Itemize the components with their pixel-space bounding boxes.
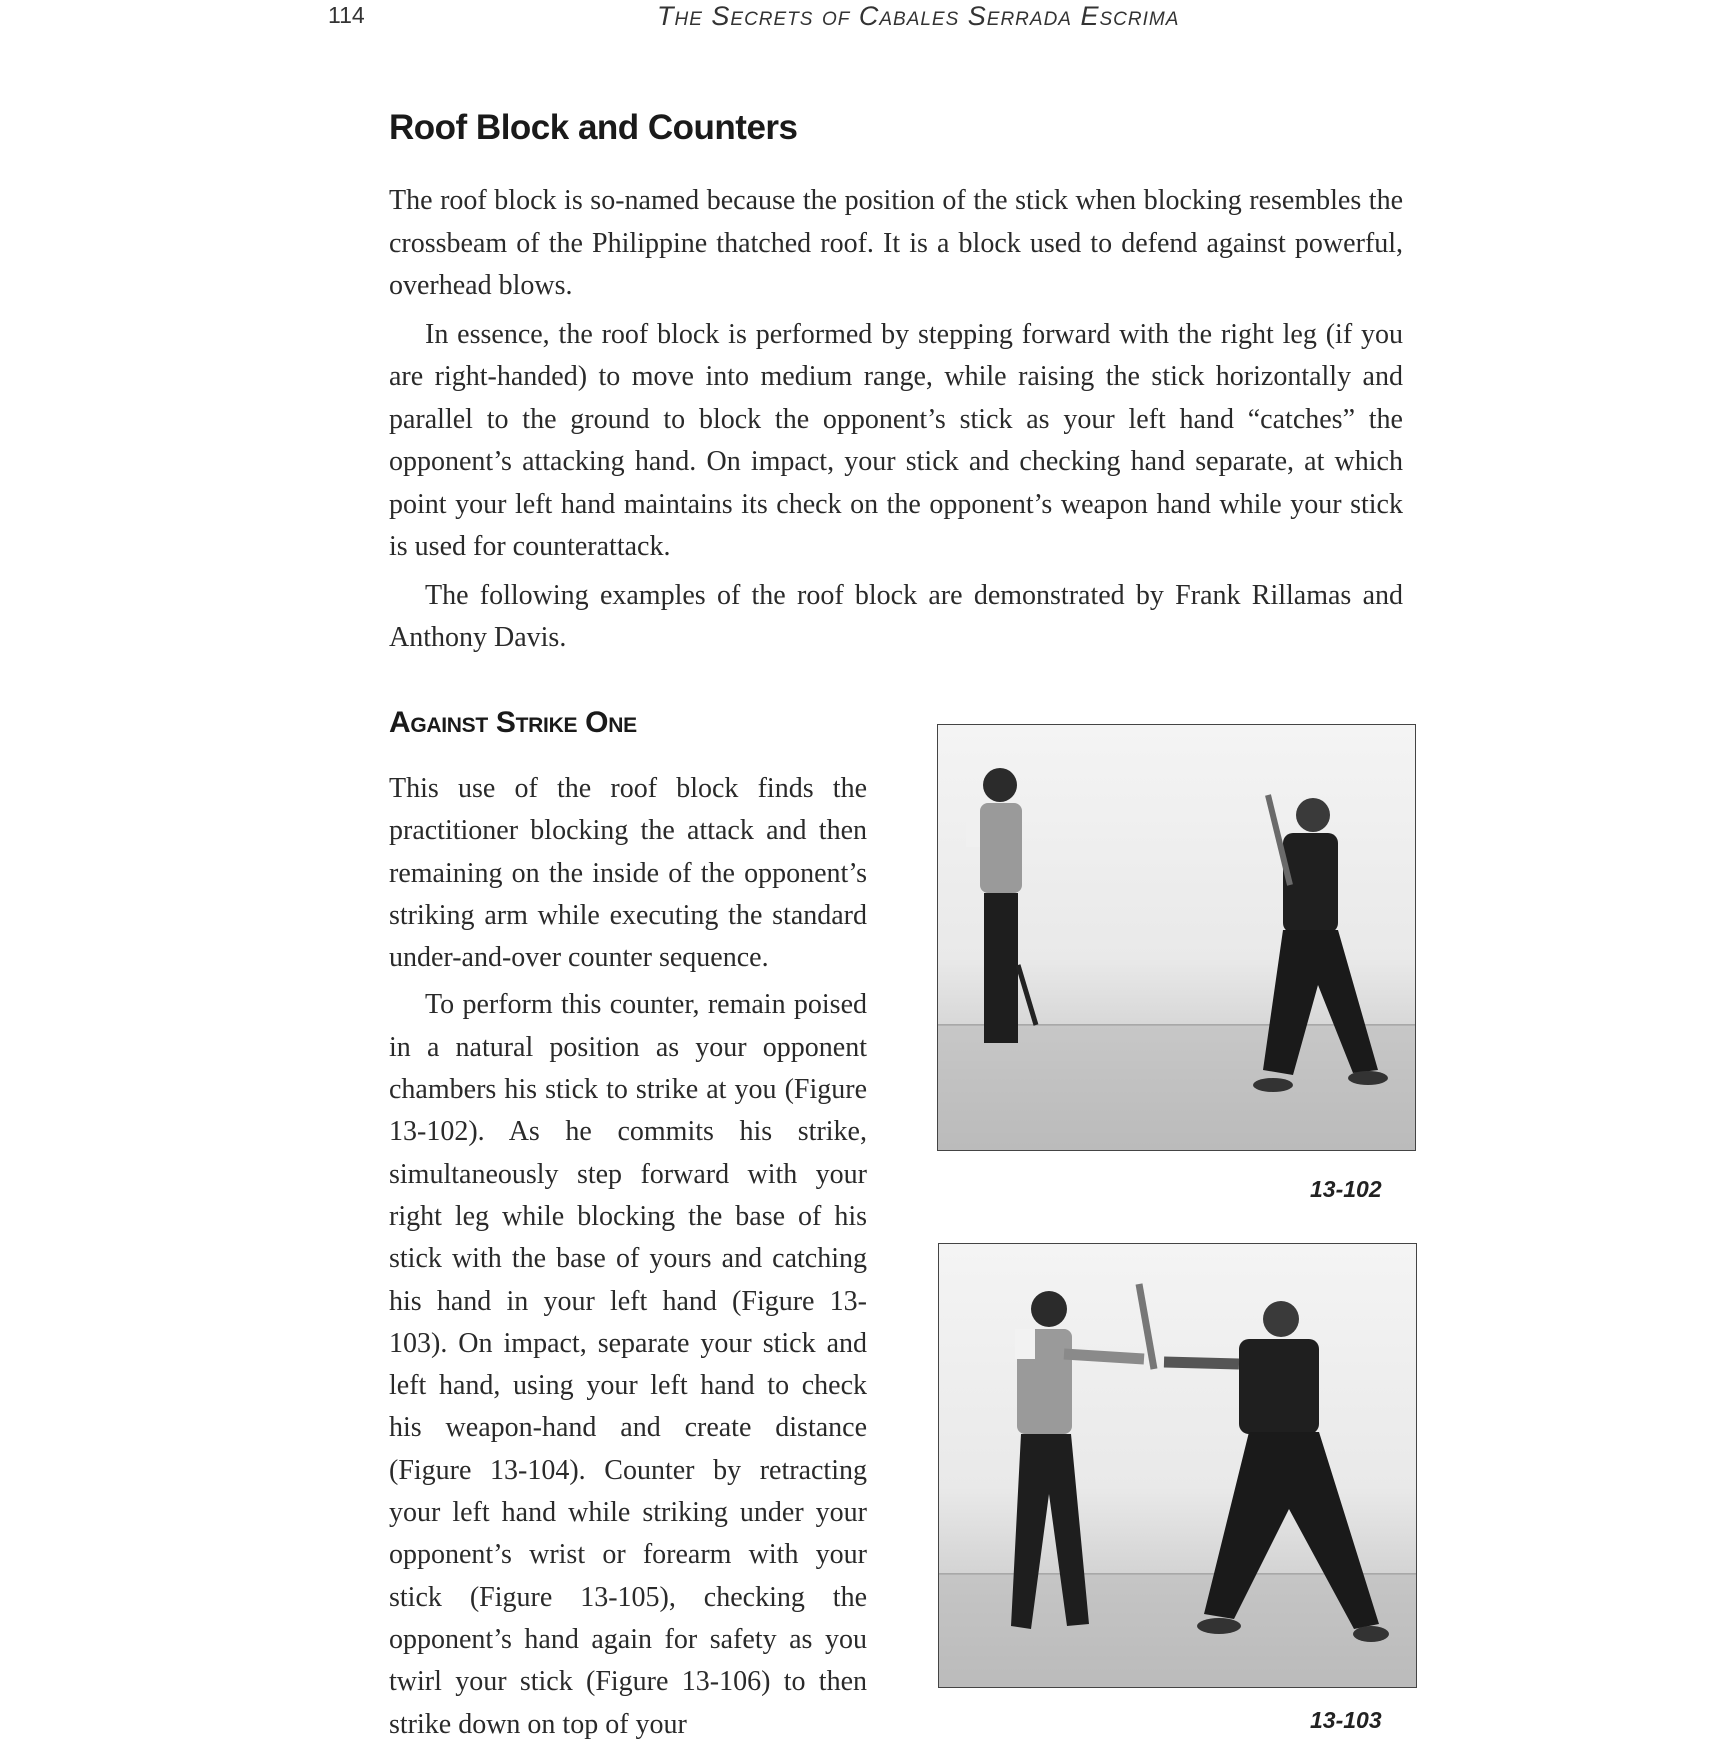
body-column	[389, 768, 867, 1751]
figure-caption-13-102: 13-102	[1310, 1176, 1382, 1202]
figure-photo-13-103	[938, 1243, 1417, 1688]
body-paragraph-2: To perform this counter, remain poised in a natural position as your opponent chambers his stick to strike at you (Figure 13-102). As he commits his strike, simultaneously step forward with your right leg while blocking the base of his stick with the base of yours and catching his hand in your left hand (Figure 13-103). On impact, separate your stick and left hand, using your left hand to check his weapon-hand and create distance (Figure 13-104). Counter by retracting your left hand while striking under your opponent’s wrist or forearm with your stick (Figure 13-105), checking the opponent’s hand again for safety as you twirl your stick (Figure 13-106) to then strike down on top of your	[389, 989, 867, 1740]
intro-paragraph-1: The roof block is so-named because the position of the stick when blocking resembles the crossbeam of the Philippine thatched roof. It is a block used to defend against powerful, overhead blows.	[389, 185, 1403, 301]
body-paragraph-1: This use of the roof block finds the practitioner blocking the attack and then remaining on the inside of the opponent’s striking arm while executing the standard under-and-over counter sequence.	[389, 773, 867, 974]
intro-paragraph-3: The following examples of the roof block are demonstrated by Frank Rillamas and Anthony Davis.	[389, 579, 1403, 653]
intro-paragraph-2: In essence, the roof block is performed by stepping forward with the right leg (if you are right-handed) to move into medium range, while raising the stick horizontally and parallel to the ground to block the opponent’s stick as your left hand “catches” the opponent’s attacking hand. On impact, your stick and checking hand separate, at which point your left hand maintains its check on the opponent’s weapon hand while your stick is used for counterattack.	[389, 318, 1403, 562]
intro-text	[389, 180, 1403, 666]
figure-photo-13-102	[937, 724, 1416, 1151]
subsection-title: Against Strike One	[389, 706, 637, 739]
section-title: Roof Block and Counters	[389, 108, 798, 147]
figure-caption-13-103: 13-103	[1310, 1707, 1382, 1733]
page-number: 114	[328, 2, 365, 28]
running-head: The Secrets of Cabales Serrada Escrima	[657, 1, 1180, 31]
